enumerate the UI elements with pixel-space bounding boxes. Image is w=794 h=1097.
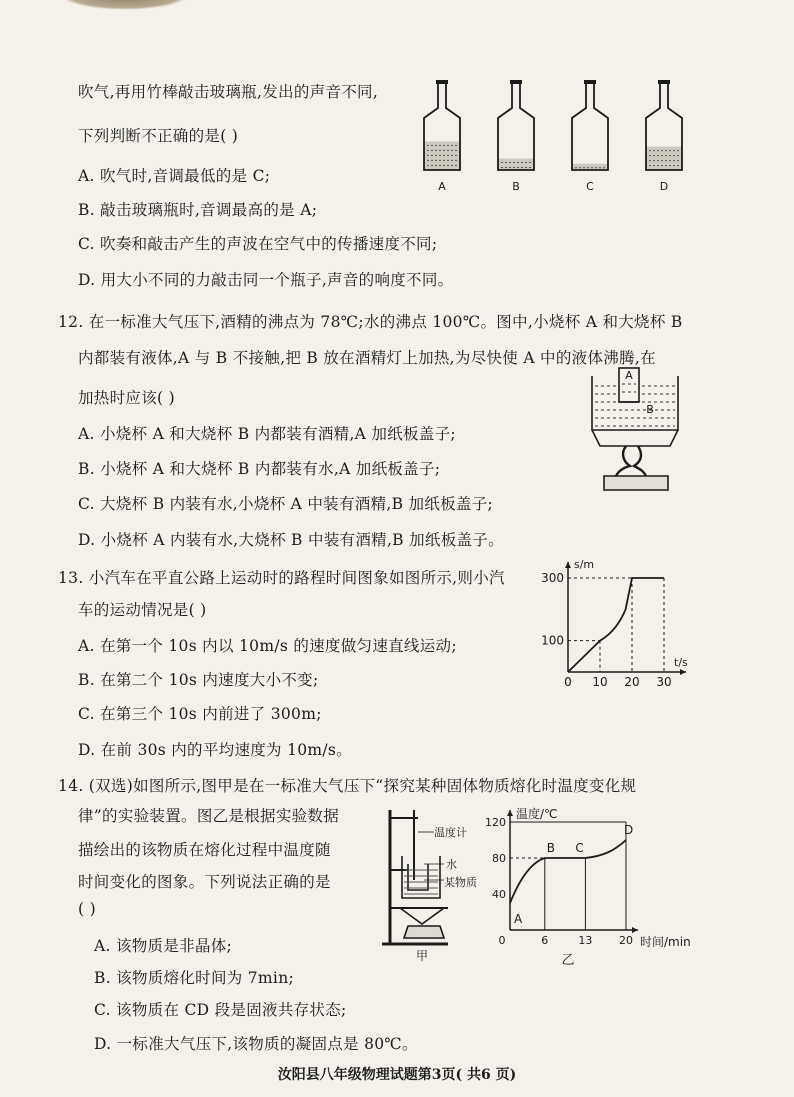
x-tick-label: 30	[656, 675, 672, 689]
q11-line1: 吹气,再用竹棒敲击玻璃瓶,发出的声音不同,	[78, 83, 379, 101]
x-tick-label: 13	[578, 934, 593, 947]
q11-option-a: A. 吹气时,音调最低的是 C;	[78, 167, 271, 185]
x-axis-label: 时间/min	[640, 935, 691, 949]
beaker-label-a: A	[625, 369, 633, 382]
q13-line1: 13. 小汽车在平直公路上运动时的路程时间图象如图所示,则小汽	[58, 569, 505, 587]
x-tick-label: 10	[592, 675, 608, 689]
q14-line2: 律”的实验装置。图乙是根据实验数据	[78, 807, 340, 825]
scan-blot	[60, 0, 190, 10]
q13-option-a: A. 在第一个 10s 内以 10m/s 的速度做匀速直线运动;	[78, 637, 457, 655]
y-tick-label: 40	[492, 888, 506, 901]
q12-line3: 加热时应该( )	[78, 389, 175, 407]
bottle-d	[646, 80, 682, 193]
q12-option-b: B. 小烧杯 A 和大烧杯 B 内都装有水,A 加纸板盖子;	[78, 460, 441, 478]
q14-line4: 时间变化的图象。下列说法正确的是	[78, 873, 331, 891]
bottle-outline	[498, 82, 534, 170]
q14-option-a: A. 该物质是非晶体;	[94, 937, 233, 955]
caption-jia: 甲	[415, 949, 429, 963]
beaker-figure	[586, 362, 686, 494]
x-tick-label: 20	[624, 675, 640, 689]
x-axis-arrow	[632, 927, 638, 933]
x-tick-label: 6	[541, 934, 549, 947]
bottle-c	[572, 80, 608, 193]
melt-series-line	[510, 840, 626, 903]
q14-line3: 描绘出的该物质在熔化过程中温度随	[78, 841, 331, 859]
st-chart	[536, 552, 696, 688]
y-tick-label: 120	[485, 816, 506, 829]
q14-option-d: D. 一标准大气压下,该物质的凝固点是 80℃。	[94, 1035, 418, 1053]
point-label-d: D	[624, 823, 634, 837]
y-tick-label: 80	[492, 852, 506, 865]
bottle-label: A	[438, 180, 446, 193]
y-axis-arrow	[507, 810, 513, 816]
bottle-label: C	[586, 180, 594, 193]
q14-option-b: B. 该物质熔化时间为 7min;	[94, 969, 294, 987]
page-footer: 汝阳县八年级物理试题第3页( 共6 页)	[277, 1067, 517, 1083]
y-axis-label: 温度/℃	[516, 807, 558, 821]
q14-line5: ( )	[78, 900, 96, 918]
caption-yi: 乙	[561, 953, 575, 968]
q14-line1: 14. (双选)如图所示,图甲是在一标准大气压下“探究某种固体物质熔化时温度变化规	[58, 777, 637, 795]
q13-option-b: B. 在第二个 10s 内速度大小不变;	[78, 671, 319, 689]
point-label-a: A	[514, 912, 523, 926]
q14-option-c: C. 该物质在 CD 段是固液共存状态;	[94, 1001, 347, 1019]
label-substance: 某物质	[444, 876, 477, 889]
bottles-figure	[420, 78, 690, 198]
st-series-line	[568, 578, 664, 672]
q11-option-c: C. 吹奏和敲击产生的声波在空气中的传播速度不同;	[78, 235, 438, 253]
x-axis-arrow	[680, 669, 686, 675]
melting-apparatus	[378, 806, 486, 964]
bottle-label: B	[512, 180, 520, 193]
q13-option-d: D. 在前 30s 内的平均速度为 10m/s。	[78, 741, 352, 759]
bottle-water	[572, 164, 608, 170]
x-axis-label: t/s	[674, 656, 688, 669]
x-tick-label: 0	[564, 675, 572, 689]
x-tick-label: 0	[498, 934, 506, 947]
label-water: 水	[446, 858, 457, 871]
q12-line2: 内都装有液体,A 与 B 不接触,把 B 放在酒精灯上加热,为尽快使 A 中的液体沸腾,在	[78, 349, 656, 367]
q12-option-a: A. 小烧杯 A 和大烧杯 B 内都装有酒精,A 加纸板盖子;	[78, 425, 456, 443]
q11-option-b: B. 敲击玻璃瓶时,音调最高的是 A;	[78, 201, 318, 219]
q12-line1: 12. 在一标准大气压下,酒精的沸点为 78℃;水的沸点 100℃。图中,小烧杯 A 和大烧杯 B	[58, 313, 683, 331]
bottle-water	[646, 147, 682, 170]
beaker-label-b: B	[646, 403, 654, 416]
x-tick-label: 20	[619, 934, 633, 947]
bottle-label: D	[659, 180, 669, 193]
q12-option-c: C. 大烧杯 B 内装有水,小烧杯 A 中装有酒精,B 加纸板盖子;	[78, 495, 494, 513]
bottle-b	[498, 80, 534, 193]
q13-line2: 车的运动情况是( )	[78, 601, 207, 619]
q13-option-c: C. 在第三个 10s 内前进了 300m;	[78, 705, 322, 723]
point-label-c: C	[575, 841, 584, 855]
q12-option-d: D. 小烧杯 A 内装有水,大烧杯 B 中装有酒精,B 加纸板盖子。	[78, 531, 504, 549]
melting-chart	[485, 794, 710, 970]
y-axis-label: s/m	[574, 558, 595, 571]
q11-line2: 下列判断不正确的是( )	[78, 127, 239, 145]
point-label-b: B	[546, 841, 556, 855]
y-tick-label: 300	[541, 571, 564, 585]
bottle-a	[424, 80, 460, 193]
label-thermometer: 温度计	[434, 826, 467, 839]
y-tick-label: 100	[541, 633, 564, 648]
bottle-water	[424, 141, 460, 170]
y-axis-arrow	[565, 562, 571, 568]
q11-option-d: D. 用大小不同的力敲击同一个瓶子,声音的响度不同。	[78, 271, 454, 289]
bottle-water	[498, 159, 534, 170]
bottle-outline	[572, 82, 608, 170]
alcohol-lamp	[604, 446, 668, 490]
